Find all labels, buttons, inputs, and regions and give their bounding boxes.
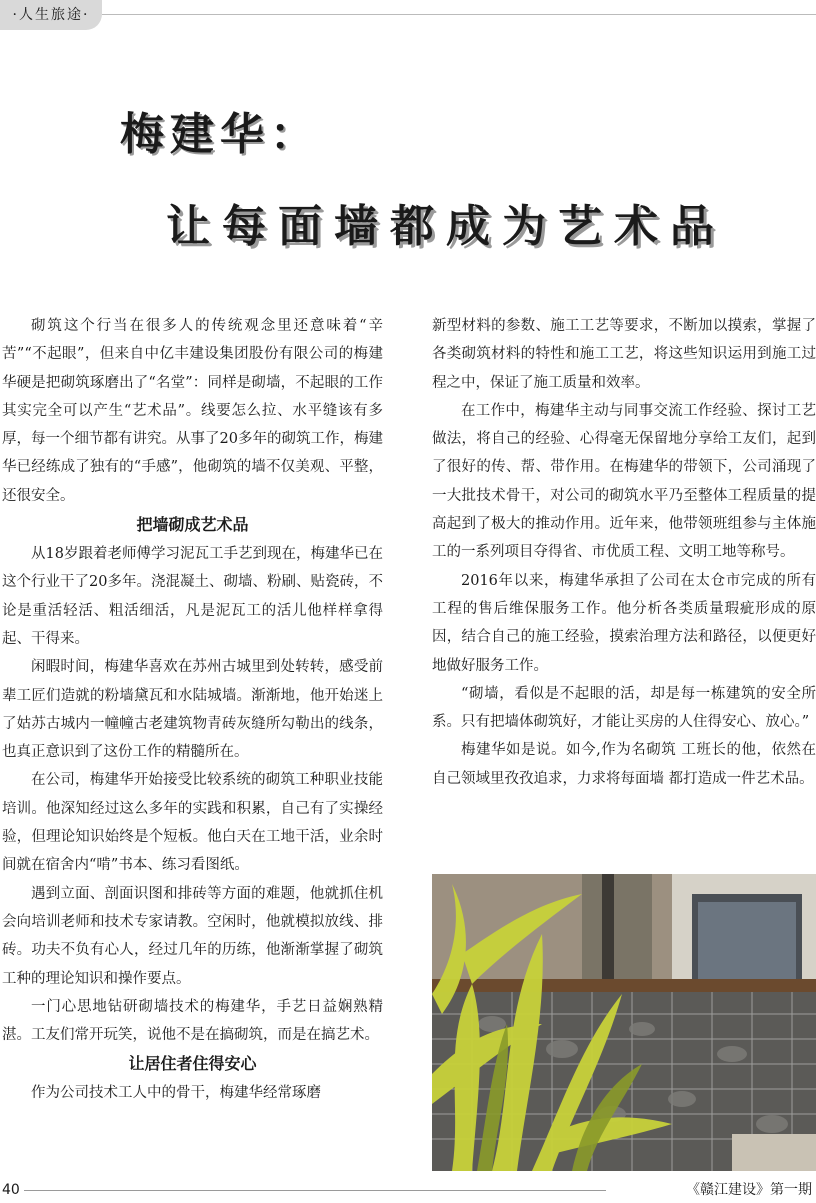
section-heading: 让居住者住得安心 [128,1054,257,1074]
gabion-wall-illustration [432,874,816,1171]
paragraph: 从18岁跟着老师傅学习泥瓦工手艺到现在，梅建华已在这个行业干了20多年。浇混凝土、砌墙、粉刷、贴瓷砖，不论是重活轻活、粗活细活，凡是泥瓦工的活儿他样样拿得起、干得来。 [2,546,383,647]
paragraph: 在公司，梅建华开始接受比较系统的砌筑工种职业技能培训。他深知经过这么多年的实践和积累，自己有了实操经验，但理论知识始终是个短板。他白天在工地干活，业余时间就在宿舍内“啃”书本、练习看图纸。 [2,772,383,874]
paragraph: “砌墙，看似是不起眼的活，却是每一栋建筑的安全所系。只有把墙体砌筑好，才能让买房的人住得安心、放心。” [432,685,816,731]
page-title-line-1: 梅建华： [120,109,320,160]
paragraph: 一门心思地钻研砌墙技术的梅建华，手艺日益娴熟精湛。工友们常开玩笑，说他不是在搞砌筑，而是在搞艺术。 [2,998,383,1044]
paragraph: 闲暇时间，梅建华喜欢在苏州古城里到处转转，感受前辈工匠们造就的粉墙黛瓦和水陆城墙。渐渐地，他开始迷上了姑苏古城内一幢幢古老建筑物青砖灰缝所勾勒出的线条，也真正意识到了这份工作的精髓所在。 [2,659,383,761]
section-heading: 把墙砌成艺术品 [136,515,249,535]
paragraph: 遇到立面、剖面识图和排砖等方面的难题，他就抓住机会向培训老师和技术专家请教。空闲时，他就模拟放线、排砖。功夫不负有心人，经过几年的历练，他渐渐掌握了砌筑工种的理论知识和操作要点。 [2,885,383,987]
page-number: 40 [2,1182,20,1198]
footer-divider [24,1190,606,1191]
section-label: ·人生旅途· [0,0,102,30]
header-divider [102,14,816,15]
paragraph: 砌筑这个行当在很多人的传统观念里还意味着“辛苦”“不起眼”，但来自中亿丰建设集团股份有限公司的梅建华硬是把砌筑琢磨出了“名堂”：同样是砌墙，不起眼的工作其实完全可以产生“艺术品”。线要怎么拉、水平缝该有多厚，每一个细节都有讲究。从事了20多年的砌筑工作，梅建华已经练成了独有的“手感”，他砌筑的墙不仅美观、平整，还很安全。 [2,318,383,504]
article-column-right [432,312,816,793]
journal-name: 《赣江建设》第一期 [686,1182,812,1198]
paragraph: 作为公司技术工人中的骨干，梅建华经常琢磨 [31,1085,321,1102]
page-footer [0,1178,816,1203]
article-column-left [2,312,383,1108]
gabion-wall-photo [432,874,816,1171]
page-title-line-2: 让每面墙都成为艺术品 [166,201,726,252]
paragraph: 在工作中，梅建华主动与同事交流工作经验、探讨工艺做法，将自己的经验、心得毫无保留地分享给工友们，起到了很好的传、帮、带作用。在梅建华的带领下，公司涌现了一大批技术骨干，对公司的砌筑水平乃至整体工程质量的提高起到了极大的推动作用。近年来，他带领班组参与主体施工的一系列项目夺得省、市优质工程、文明工地等称号。 [432,402,816,561]
paragraph: 2016年以来，梅建华承担了公司在太仓市完成的所有工程的售后维保服务工作。他分析各类质量瑕疵形成的原因，结合自己的施工经验，摸索治理方法和路径，以便更好地做好服务工作。 [432,572,816,674]
paragraph: 新型材料的参数、施工工艺等要求，不断加以摸索，掌握了各类砌筑材料的特性和施工工艺，将这些知识运用到施工过程之中，保证了施工质量和效率。 [432,318,816,391]
paragraph: 梅建华如是说。如今,作为名砌筑 工班长的他，依然在自己领域里孜孜追求，力求将每面墙 都打造成一件艺术品。 [432,742,816,787]
